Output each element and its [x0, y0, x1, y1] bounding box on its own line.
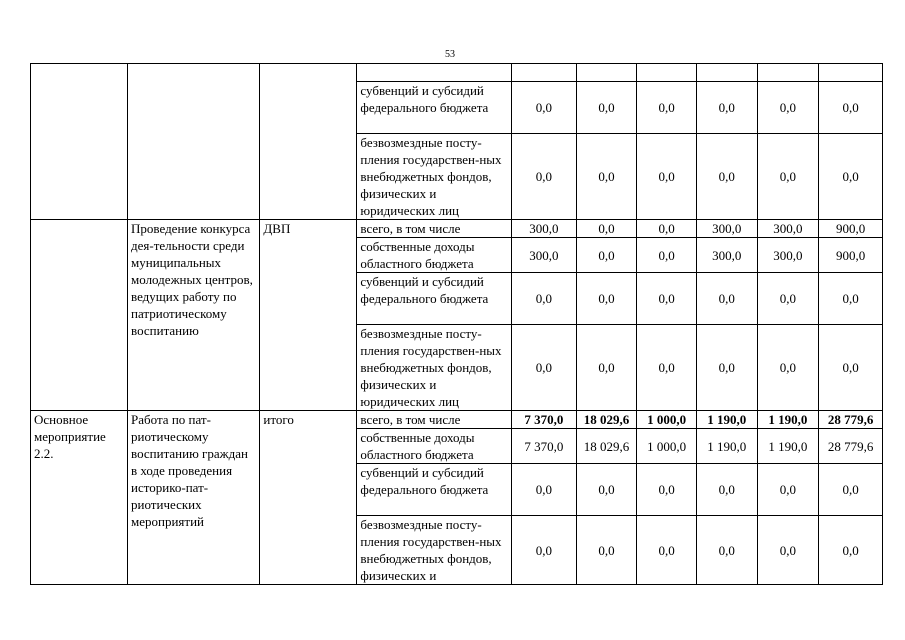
value-cell: 0,0	[696, 516, 757, 585]
value-cell: 0,0	[512, 134, 577, 220]
value-cell: 0,0	[637, 82, 697, 134]
value-cell: 0,0	[512, 273, 577, 325]
event-name-cell: Работа по пат-риотическому воспитанию граждан в ходе проведения историко-пат-риотических мероприятий	[128, 411, 260, 585]
value-cell: 300,0	[512, 220, 577, 238]
value-cell: 0,0	[637, 325, 697, 411]
value-cell: 0,0	[576, 82, 637, 134]
value-cell: 0,0	[512, 516, 577, 585]
funding-source-cell: субвенций и субсидий федерального бюджета	[357, 464, 512, 516]
value-cell: 7 370,0	[512, 429, 577, 464]
value-cell: 1 000,0	[637, 429, 697, 464]
value-cell: 0,0	[696, 134, 757, 220]
value-cell: 0,0	[757, 273, 819, 325]
funding-source-cell: собственные доходы областного бюджета	[357, 238, 512, 273]
value-cell: 0,0	[696, 273, 757, 325]
value-cell: 300,0	[757, 238, 819, 273]
value-cell: 0,0	[512, 325, 577, 411]
budget-table	[30, 63, 883, 585]
value-cell: 0,0	[576, 325, 637, 411]
value-cell: 1 190,0	[696, 411, 757, 429]
value-cell: 0,0	[512, 82, 577, 134]
table-row	[31, 411, 883, 429]
funding-source-cell: собственные доходы областного бюджета	[357, 429, 512, 464]
table-row	[31, 82, 883, 134]
value-cell: 0,0	[637, 220, 697, 238]
funding-source-cell: всего, в том числе	[357, 220, 512, 238]
value-cell: 1 190,0	[696, 429, 757, 464]
value-cell: 0,0	[819, 273, 883, 325]
value-cell: 300,0	[512, 238, 577, 273]
value-cell: 300,0	[696, 220, 757, 238]
value-cell: 900,0	[819, 238, 883, 273]
funding-source-cell: субвенций и субсидий федерального бюджета	[357, 273, 512, 325]
value-cell: 0,0	[696, 82, 757, 134]
value-cell: 0,0	[576, 238, 637, 273]
value-cell: 0,0	[757, 134, 819, 220]
value-cell: 0,0	[757, 82, 819, 134]
funding-source-cell: субвенций и субсидий федерального бюджета	[357, 82, 512, 134]
funding-source-cell: безвозмездные посту-пления государствен-ных внебюджетных фондов, физических и	[357, 516, 512, 585]
funding-source-cell: безвозмездные посту-пления государствен-ных внебюджетных фондов, физических и юридических лиц	[357, 325, 512, 411]
value-cell: 0,0	[576, 464, 637, 516]
value-cell: 0,0	[576, 134, 637, 220]
value-cell: 1 190,0	[757, 429, 819, 464]
value-cell: 0,0	[819, 82, 883, 134]
value-cell: 0,0	[757, 516, 819, 585]
value-cell: 0,0	[576, 516, 637, 585]
value-cell: 0,0	[576, 220, 637, 238]
table-row	[31, 64, 883, 82]
executor-cell: ДВП	[260, 220, 357, 411]
value-cell: 1 190,0	[757, 411, 819, 429]
executor-cell: итого	[260, 411, 357, 585]
event-name-cell: Проведение конкурса дея-тельности среди муниципальных молодежных центров, ведущих работу по патриотическому воспитанию	[128, 220, 260, 411]
value-cell: 0,0	[637, 516, 697, 585]
value-cell: 1 000,0	[637, 411, 697, 429]
value-cell: 0,0	[696, 464, 757, 516]
value-cell: 0,0	[637, 273, 697, 325]
value-cell: 0,0	[819, 464, 883, 516]
value-cell: 18 029,6	[576, 429, 637, 464]
value-cell: 7 370,0	[512, 411, 577, 429]
value-cell: 0,0	[757, 325, 819, 411]
funding-source-cell: всего, в том числе	[357, 411, 512, 429]
event-status-cell: Основное мероприятие 2.2.	[31, 411, 128, 585]
funding-source-cell: безвозмездные посту-пления государствен-ных внебюджетных фондов, физических и юридических лиц	[357, 134, 512, 220]
value-cell: 0,0	[757, 464, 819, 516]
value-cell: 18 029,6	[576, 411, 637, 429]
value-cell: 900,0	[819, 220, 883, 238]
value-cell: 0,0	[637, 134, 697, 220]
value-cell: 300,0	[757, 220, 819, 238]
value-cell: 28 779,6	[819, 429, 883, 464]
table-row	[31, 134, 883, 220]
value-cell: 0,0	[512, 464, 577, 516]
value-cell: 0,0	[637, 464, 697, 516]
value-cell: 0,0	[819, 516, 883, 585]
page-number: 53	[445, 49, 455, 60]
value-cell: 0,0	[819, 325, 883, 411]
value-cell: 0,0	[819, 134, 883, 220]
value-cell: 0,0	[637, 238, 697, 273]
value-cell: 0,0	[696, 325, 757, 411]
table-row	[31, 220, 883, 238]
value-cell: 0,0	[576, 273, 637, 325]
value-cell: 28 779,6	[819, 411, 883, 429]
value-cell: 300,0	[696, 238, 757, 273]
